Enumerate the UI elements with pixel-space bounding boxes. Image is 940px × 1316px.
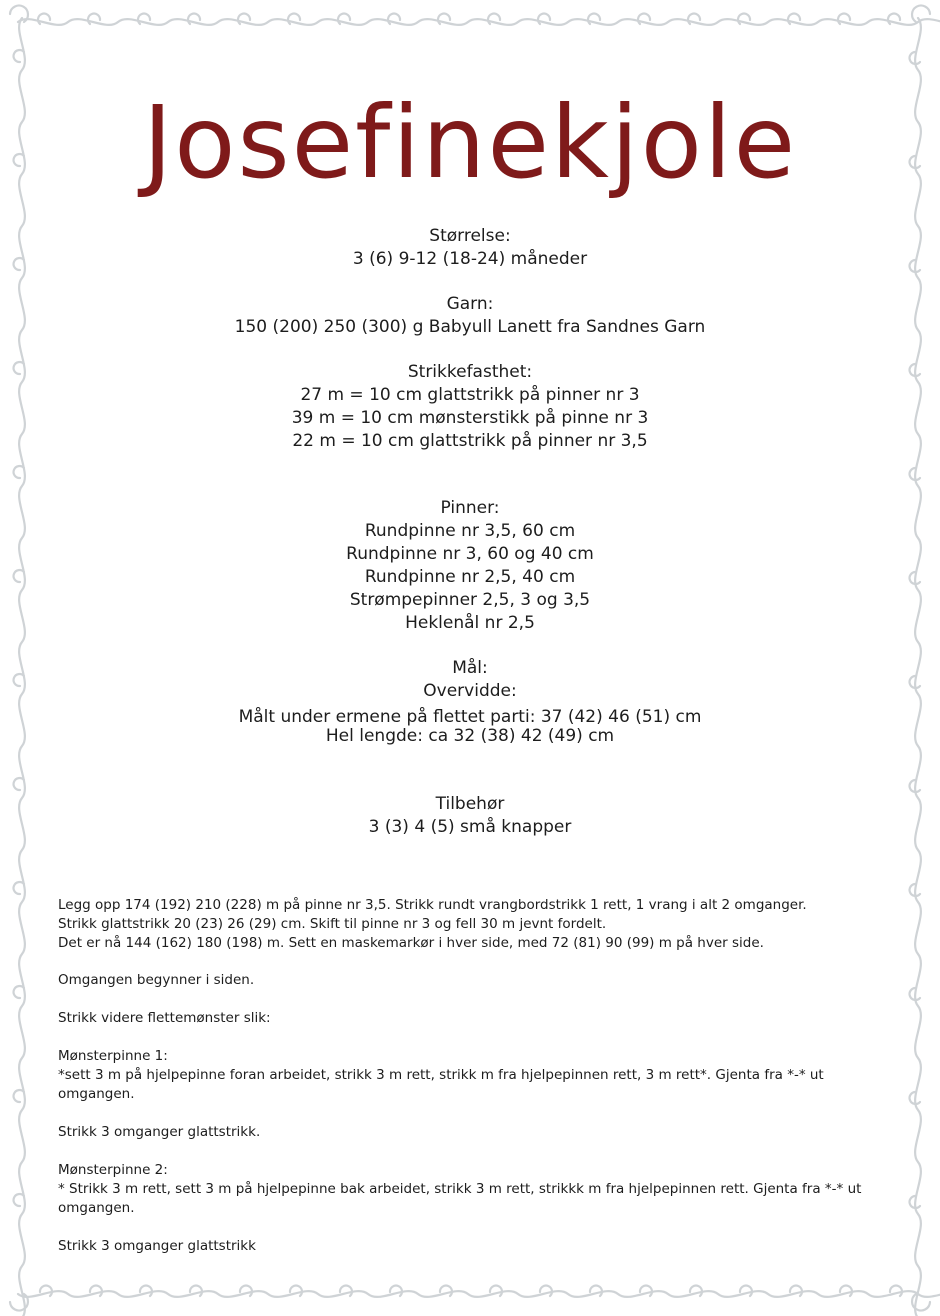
gauge-line: 22 m = 10 cm glattstrikk på pinner nr 3,5 xyxy=(292,431,648,451)
gauge-line: 39 m = 10 cm mønsterstikk på pinne nr 3 xyxy=(291,408,649,428)
needles-heading: Pinner: xyxy=(440,498,500,518)
pattern2-text: * Strikk 3 m rett, sett 3 m på hjelpepinne bak arbeidet, strikk 3 m rett, strikkk m fra hjelpepinnen rett. Gjenta fra *-* ut omgangen. xyxy=(58,1181,862,1216)
measures-line: Målt under ermene på flettet parti: 37 (42) 46 (51) cm xyxy=(238,707,702,727)
yarn-section xyxy=(0,293,940,339)
measures-section xyxy=(0,657,940,748)
size-heading: Størrelse: xyxy=(429,226,511,246)
yarn-value: 150 (200) 250 (300) g Babyull Lanett fra Sandnes Garn xyxy=(234,317,706,337)
instructions-intro xyxy=(58,896,888,953)
instruction-line: Legg opp 174 (192) 210 (228) m på pinne nr 3,5. Strikk rundt vrangbordstrikk 1 rett, 1 vrang i alt 2 omganger. xyxy=(58,897,807,913)
accessories-section xyxy=(0,793,940,839)
pattern1-text: *sett 3 m på hjelpepinne foran arbeidet, strikk 3 m rett, strikk m fra hjelpepinnen rett, 3 m rett*. Gjenta fra *-* ut omgangen. xyxy=(58,1067,824,1102)
size-section xyxy=(0,225,940,271)
needles-line: Rundpinne nr 3,5, 60 cm xyxy=(364,521,576,541)
after-pattern2-text: Strikk 3 omganger glattstrikk xyxy=(58,1238,256,1254)
accessories-value: 3 (3) 4 (5) små knapper xyxy=(368,817,572,837)
instruction-line: Strikk glattstrikk 20 (23) 26 (29) cm. Skift til pinne nr 3 og fell 30 m jevnt fordelt. xyxy=(58,916,607,932)
continue-text: Strikk videre flettemønster slik: xyxy=(58,1010,271,1026)
gauge-line: 27 m = 10 cm glattstrikk på pinner nr 3 xyxy=(300,385,640,405)
round-start-text: Omgangen begynner i siden. xyxy=(58,972,255,988)
pattern2-block xyxy=(58,1161,888,1218)
yarn-heading: Garn: xyxy=(446,294,494,314)
gauge-section xyxy=(0,361,940,453)
needles-line: Rundpinne nr 2,5, 40 cm xyxy=(364,567,576,587)
needles-line: Rundpinne nr 3, 60 og 40 cm xyxy=(346,544,594,564)
pattern1-title: Mønsterpinne 1: xyxy=(58,1048,168,1064)
size-value: 3 (6) 9-12 (18-24) måneder xyxy=(352,249,588,269)
instruction-line: Det er nå 144 (162) 180 (198) m. Sett en maskemarkør i hver side, med 72 (81) 90 (99) m på hver side. xyxy=(58,935,764,951)
measures-heading: Mål: xyxy=(452,658,488,678)
accessories-heading: Tilbehør xyxy=(435,794,505,814)
pattern2-title: Mønsterpinne 2: xyxy=(58,1162,168,1178)
measures-line: Hel lengde: ca 32 (38) 42 (49) cm xyxy=(325,726,615,746)
after-pattern1-text: Strikk 3 omganger glattstrikk. xyxy=(58,1124,261,1140)
needles-line: Heklenål nr 2,5 xyxy=(405,613,535,633)
page-title: Josefinekjole xyxy=(142,84,798,201)
needles-line: Strømpepinner 2,5, 3 og 3,5 xyxy=(349,590,591,610)
measures-subheading: Overvidde: xyxy=(423,681,517,701)
gauge-heading: Strikkefasthet: xyxy=(407,362,533,382)
needles-section xyxy=(0,497,940,635)
pattern1-block xyxy=(58,1047,888,1104)
